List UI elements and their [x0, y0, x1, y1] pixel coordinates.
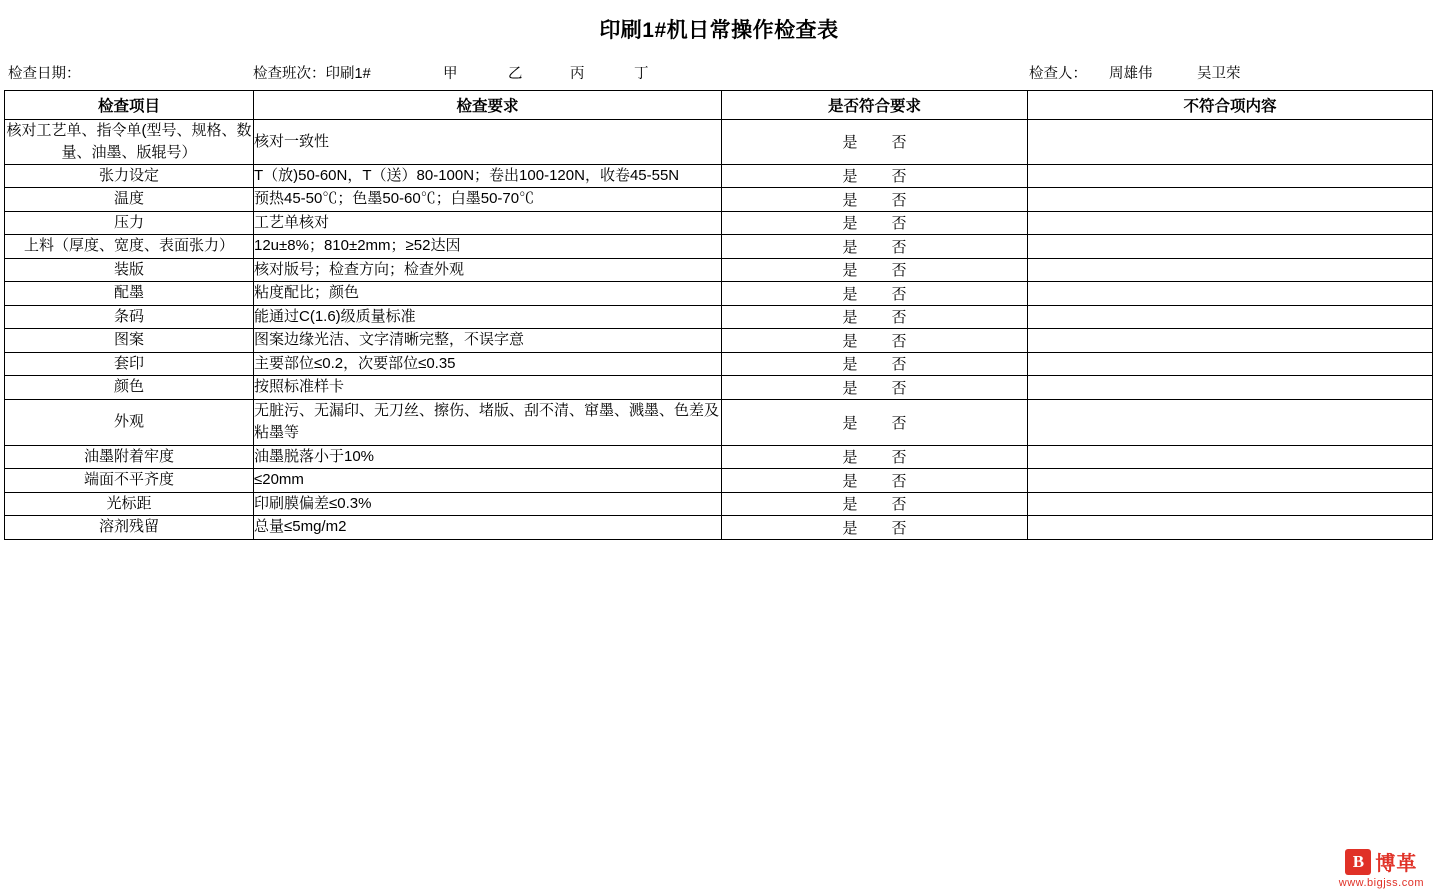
conformity-yes[interactable]: 是	[842, 262, 858, 280]
inspector-name-1: 周雄伟	[1109, 66, 1153, 82]
cell-nonconformity[interactable]	[1028, 492, 1433, 516]
cell-requirement: 核对一致性	[254, 120, 722, 165]
cell-requirement: 工艺单核对	[254, 211, 722, 235]
table-row	[5, 235, 1433, 259]
table-row	[5, 329, 1433, 353]
cell-conformity[interactable]	[722, 445, 1028, 469]
cell-item: 端面不平齐度	[5, 469, 254, 493]
column-header-conformity: 是否符合要求	[722, 91, 1028, 120]
conformity-no[interactable]: 否	[891, 356, 907, 374]
shift-option-yi[interactable]: 乙	[508, 66, 523, 82]
conformity-no[interactable]: 否	[891, 238, 907, 256]
conformity-no[interactable]: 否	[891, 134, 907, 152]
conformity-yes[interactable]: 是	[842, 414, 858, 432]
cell-requirement: 图案边缘光洁、文字清晰完整，不误字意	[254, 329, 722, 353]
conformity-no[interactable]: 否	[891, 496, 907, 514]
conformity-no[interactable]: 否	[891, 332, 907, 350]
table-header-row	[5, 91, 1433, 120]
cell-nonconformity[interactable]	[1028, 120, 1433, 165]
table-row	[5, 282, 1433, 306]
cell-nonconformity[interactable]	[1028, 469, 1433, 493]
cell-requirement: 12u±8%；810±2mm；≥52达因	[254, 235, 722, 259]
cell-requirement: 无脏污、无漏印、无刀丝、擦伤、堵版、刮不清、窜墨、溅墨、色差及粘墨等	[254, 399, 722, 445]
cell-requirement: 印刷膜偏差≤0.3%	[254, 492, 722, 516]
table-row	[5, 120, 1433, 165]
cell-nonconformity[interactable]	[1028, 399, 1433, 445]
cell-conformity[interactable]	[722, 352, 1028, 376]
cell-requirement: 核对版号；检查方向；检查外观	[254, 258, 722, 282]
cell-item: 配墨	[5, 282, 254, 306]
conformity-yes[interactable]: 是	[842, 496, 858, 514]
conformity-no[interactable]: 否	[891, 414, 907, 432]
conformity-yes[interactable]: 是	[842, 356, 858, 374]
cell-requirement: 能通过C(1.6)级质量标准	[254, 305, 722, 329]
cell-conformity[interactable]	[722, 164, 1028, 188]
cell-requirement: 粘度配比；颜色	[254, 282, 722, 306]
column-header-nonconformity: 不符合项内容	[1028, 91, 1433, 120]
conformity-yes[interactable]: 是	[842, 238, 858, 256]
shift-option-ding[interactable]: 丁	[634, 66, 649, 82]
conformity-no[interactable]: 否	[891, 191, 907, 209]
cell-conformity[interactable]	[722, 235, 1028, 259]
checklist-table	[4, 90, 1433, 540]
cell-requirement: T（放)50-60N，T（送）80-100N；卷出100-120N，收卷45-55N	[254, 164, 722, 188]
conformity-yes[interactable]: 是	[842, 191, 858, 209]
conformity-yes[interactable]: 是	[842, 472, 858, 490]
conformity-yes[interactable]: 是	[842, 215, 858, 233]
cell-conformity[interactable]	[722, 258, 1028, 282]
cell-item: 压力	[5, 211, 254, 235]
conformity-no[interactable]: 否	[891, 309, 907, 327]
table-row	[5, 516, 1433, 540]
cell-requirement: 主要部位≤0.2，次要部位≤0.35	[254, 352, 722, 376]
table-row	[5, 188, 1433, 212]
cell-conformity[interactable]	[722, 399, 1028, 445]
inspection-shift-label: 检查班次：印刷1#	[253, 66, 371, 82]
cell-item: 温度	[5, 188, 254, 212]
conformity-no[interactable]: 否	[891, 168, 907, 186]
cell-item: 核对工艺单、指令单(型号、规格、数量、油墨、版辊号）	[5, 120, 254, 165]
conformity-no[interactable]: 否	[891, 519, 907, 537]
table-row	[5, 469, 1433, 493]
table-row	[5, 399, 1433, 445]
checklist-body	[5, 120, 1433, 540]
cell-nonconformity[interactable]	[1028, 235, 1433, 259]
cell-nonconformity[interactable]	[1028, 305, 1433, 329]
inspector-label: 检查人：	[1029, 66, 1087, 82]
cell-item: 外观	[5, 399, 254, 445]
conformity-yes[interactable]: 是	[842, 449, 858, 467]
cell-conformity[interactable]	[722, 516, 1028, 540]
cell-item: 张力设定	[5, 164, 254, 188]
cell-item: 条码	[5, 305, 254, 329]
cell-conformity[interactable]	[722, 376, 1028, 400]
cell-nonconformity[interactable]	[1028, 282, 1433, 306]
conformity-no[interactable]: 否	[891, 262, 907, 280]
cell-item: 装版	[5, 258, 254, 282]
conformity-yes[interactable]: 是	[842, 285, 858, 303]
table-row	[5, 211, 1433, 235]
conformity-no[interactable]: 否	[891, 472, 907, 490]
brand-name: 博革	[1375, 853, 1418, 875]
cell-nonconformity[interactable]	[1028, 188, 1433, 212]
cell-nonconformity[interactable]	[1028, 258, 1433, 282]
cell-nonconformity[interactable]	[1028, 376, 1433, 400]
table-row	[5, 492, 1433, 516]
cell-nonconformity[interactable]	[1028, 329, 1433, 353]
shift-option-bing[interactable]: 丙	[570, 66, 585, 82]
conformity-no[interactable]: 否	[891, 449, 907, 467]
inspection-date-label: 检查日期：	[8, 66, 81, 82]
cell-conformity[interactable]	[722, 469, 1028, 493]
cell-nonconformity[interactable]	[1028, 516, 1433, 540]
watermark-logo	[1339, 847, 1424, 889]
page-title: 印刷1#机日常操作检查表	[599, 19, 839, 42]
cell-requirement: 按照标准样卡	[254, 376, 722, 400]
conformity-no[interactable]: 否	[891, 285, 907, 303]
shift-option-jia[interactable]: 甲	[443, 66, 458, 82]
cell-conformity[interactable]	[722, 282, 1028, 306]
cell-item: 油墨附着牢度	[5, 445, 254, 469]
table-row	[5, 376, 1433, 400]
conformity-yes[interactable]: 是	[842, 168, 858, 186]
conformity-yes[interactable]: 是	[842, 379, 858, 397]
cell-nonconformity[interactable]	[1028, 445, 1433, 469]
table-row	[5, 305, 1433, 329]
cell-conformity[interactable]	[722, 120, 1028, 165]
brand-badge-icon: B	[1345, 849, 1371, 875]
cell-nonconformity[interactable]	[1028, 352, 1433, 376]
meta-row	[0, 56, 1438, 90]
conformity-yes[interactable]: 是	[842, 309, 858, 327]
table-row	[5, 258, 1433, 282]
cell-requirement: 总量≤5mg/m2	[254, 516, 722, 540]
conformity-no[interactable]: 否	[891, 379, 907, 397]
cell-conformity[interactable]	[722, 329, 1028, 353]
column-header-item: 检查项目	[5, 91, 254, 120]
cell-requirement: ≤20mm	[254, 469, 722, 493]
cell-nonconformity[interactable]	[1028, 211, 1433, 235]
brand-url: www.bigjss.com	[1338, 877, 1424, 889]
cell-conformity[interactable]	[722, 492, 1028, 516]
table-row	[5, 164, 1433, 188]
inspector-name-2: 吴卫荣	[1197, 66, 1241, 82]
cell-requirement: 油墨脱落小于10%	[254, 445, 722, 469]
conformity-no[interactable]: 否	[891, 215, 907, 233]
conformity-yes[interactable]: 是	[842, 332, 858, 350]
cell-requirement: 预热45-50℃；色墨50-60℃；白墨50-70℃	[254, 188, 722, 212]
table-row	[5, 352, 1433, 376]
cell-conformity[interactable]	[722, 305, 1028, 329]
cell-item: 颜色	[5, 376, 254, 400]
cell-conformity[interactable]	[722, 188, 1028, 212]
conformity-yes[interactable]: 是	[842, 519, 858, 537]
table-row	[5, 445, 1433, 469]
cell-nonconformity[interactable]	[1028, 164, 1433, 188]
cell-item: 套印	[5, 352, 254, 376]
watermark-row	[1345, 847, 1417, 876]
cell-item: 上料（厚度、宽度、表面张力）	[5, 235, 254, 259]
cell-conformity[interactable]	[722, 211, 1028, 235]
cell-item: 溶剂残留	[5, 516, 254, 540]
conformity-yes[interactable]: 是	[842, 134, 858, 152]
cell-item: 图案	[5, 329, 254, 353]
cell-item: 光标距	[5, 492, 254, 516]
column-header-requirement: 检查要求	[254, 91, 722, 120]
